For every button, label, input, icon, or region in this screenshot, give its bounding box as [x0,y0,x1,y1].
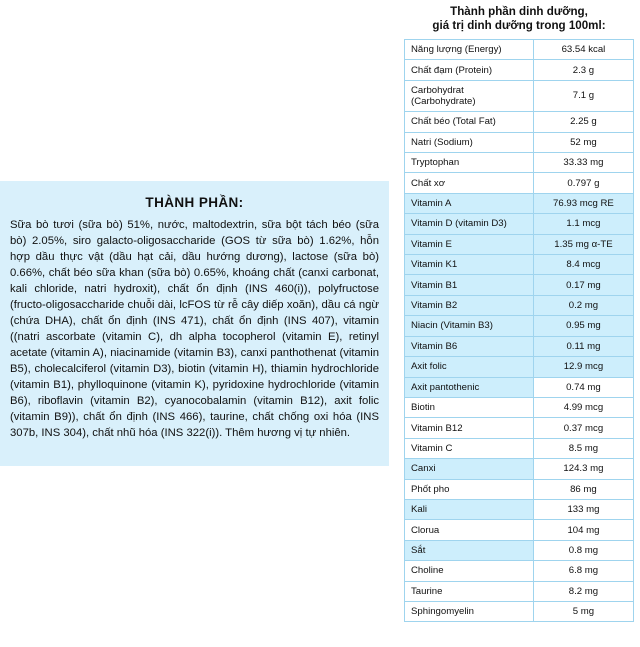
nutrient-name: Sắt [405,540,534,560]
nutrient-value: 5 mg [533,601,633,621]
table-row [405,234,634,254]
nutrient-name: Canxi [405,459,534,479]
nutrient-name: Clorua [405,520,534,540]
table-row [405,581,634,601]
nutrient-name: Vitamin B2 [405,295,534,315]
table-row [405,275,634,295]
nutrient-value: 2.25 g [533,112,633,132]
nutrient-value: 0.2 mg [533,295,633,315]
nutrient-value: 0.95 mg [533,316,633,336]
table-row [405,80,634,111]
nutrient-name: Vitamin B6 [405,336,534,356]
nutrient-name: Vitamin B12 [405,418,534,438]
table-row [405,214,634,234]
nutrient-name: Choline [405,561,534,581]
nutrient-value: 0.11 mg [533,336,633,356]
table-row [405,255,634,275]
nutrition-panel [398,0,640,647]
nutrient-name: Natri (Sodium) [405,132,534,152]
nutrient-name: Sphingomyelin [405,601,534,621]
nutrient-value: 1.35 mg α-TE [533,234,633,254]
nutrient-value: 12.9 mcg [533,357,633,377]
table-row [405,540,634,560]
table-row [405,397,634,417]
nutrient-name: Tryptophan [405,153,534,173]
nutrient-value: 8.4 mcg [533,255,633,275]
nutrition-title [404,5,634,34]
nutrient-name: Vitamin K1 [405,255,534,275]
nutrient-name: Chất xơ [405,173,534,193]
nutrient-name: Kali [405,499,534,519]
nutrient-value: 0.8 mg [533,540,633,560]
nutrient-value: 33.33 mg [533,153,633,173]
ingredients-title: THÀNH PHẦN: [145,195,244,210]
table-row [405,295,634,315]
nutrient-name: Biotin [405,397,534,417]
table-row [405,479,634,499]
nutrient-value: 0.797 g [533,173,633,193]
nutrient-value: 4.99 mcg [533,397,633,417]
nutrient-value: 0.37 mcg [533,418,633,438]
nutrient-value: 133 mg [533,499,633,519]
nutrient-value: 8.5 mg [533,438,633,458]
nutrient-value: 52 mg [533,132,633,152]
nutrient-name: Carbohydrat (Carbohydrate) [405,80,534,111]
nutrition-table-body [405,39,634,621]
nutrient-name: Năng lượng (Energy) [405,39,534,59]
nutrient-name: Vitamin E [405,234,534,254]
table-row [405,153,634,173]
nutrient-value: 7.1 g [533,80,633,111]
table-row [405,418,634,438]
nutrient-value: 0.74 mg [533,377,633,397]
table-row [405,377,634,397]
table-row [405,357,634,377]
nutrient-name: Chất béo (Total Fat) [405,112,534,132]
nutrition-table [404,39,634,622]
nutrient-value: 2.3 g [533,60,633,80]
table-row [405,499,634,519]
nutrient-name: Chất đạm (Protein) [405,60,534,80]
nutrient-name: Axit pantothenic [405,377,534,397]
nutrient-name: Axit folic [405,357,534,377]
nutrient-value: 8.2 mg [533,581,633,601]
nutrient-name: Vitamin D (vitamin D3) [405,214,534,234]
nutrient-value: 6.8 mg [533,561,633,581]
table-row [405,112,634,132]
table-row [405,438,634,458]
table-row [405,39,634,59]
table-row [405,132,634,152]
table-row [405,60,634,80]
table-row [405,173,634,193]
table-row [405,336,634,356]
nutrient-name: Phốt pho [405,479,534,499]
nutrient-value: 86 mg [533,479,633,499]
nutrition-title-line-1: Thành phần dinh dưỡng, [450,5,588,18]
table-row [405,561,634,581]
table-row [405,601,634,621]
ingredients-text: Sữa bò tươi (sữa bò) 51%, nước, maltodextrin, sữa bột tách béo (sữa bò) 2.05%, siro galacto-oligosaccharide (GOS từ sữa bò) 1.62%, hỗn hợp dầu thực vật (dầu hạt cải, dầu hướng dương), lactose (sữa bò) 0.66%, chất béo sữa khan (sữa bò) 0.65%, khoáng chất (canxi carbonat, kali chloride, natri hydroxit), chất ổn định (INS 460(i)), polyfructose (fructo-oligosaccharide chuỗi dài, lcFOS từ rễ cây diếp xoăn), dầu cá ngừ (chứa DHA), chất ổn định (INS 471), chất ổn định (INS 407), vitamin ((natri ascorbate (vitamin C), dh alpha tocopherol (vitamin E), retinyl acetate (vitamin A), niacinamide (vitamin B3), canxi panthothenat (vitamin B5), cholecalciferol (vitamin D3), biotin (vitamin H), thiamin hydrochloride (vitamin B1), phylloquinone (vitamin K), pyridoxine hydrochloride (vitamin B6), riboflavin (vitamin B2), cyanocobalamin (vitamin B12), axit folic (vitamin B9)), chất ổn định (INS 466), taurine, chất chống oxi hóa (INS 307b, INS 304), chất nhũ hóa (INS 322(i)). Thêm hương vị tự nhiên. [10,219,379,440]
nutrient-name: Vitamin A [405,193,534,213]
nutrient-value: 76.93 mcg RE [533,193,633,213]
nutrient-value: 124.3 mg [533,459,633,479]
nutrient-name: Niacin (Vitamin B3) [405,316,534,336]
ingredients-panel [0,181,389,466]
nutrition-title-line-2: giá trị dinh dưỡng trong 100ml: [432,19,606,33]
nutrient-value: 0.17 mg [533,275,633,295]
table-row [405,459,634,479]
nutrient-name: Vitamin C [405,438,534,458]
nutrient-value: 1.1 mcg [533,214,633,234]
table-row [405,316,634,336]
nutrient-name: Vitamin B1 [405,275,534,295]
table-row [405,193,634,213]
nutrient-value: 104 mg [533,520,633,540]
table-row [405,520,634,540]
nutrient-name: Taurine [405,581,534,601]
nutrient-value: 63.54 kcal [533,39,633,59]
